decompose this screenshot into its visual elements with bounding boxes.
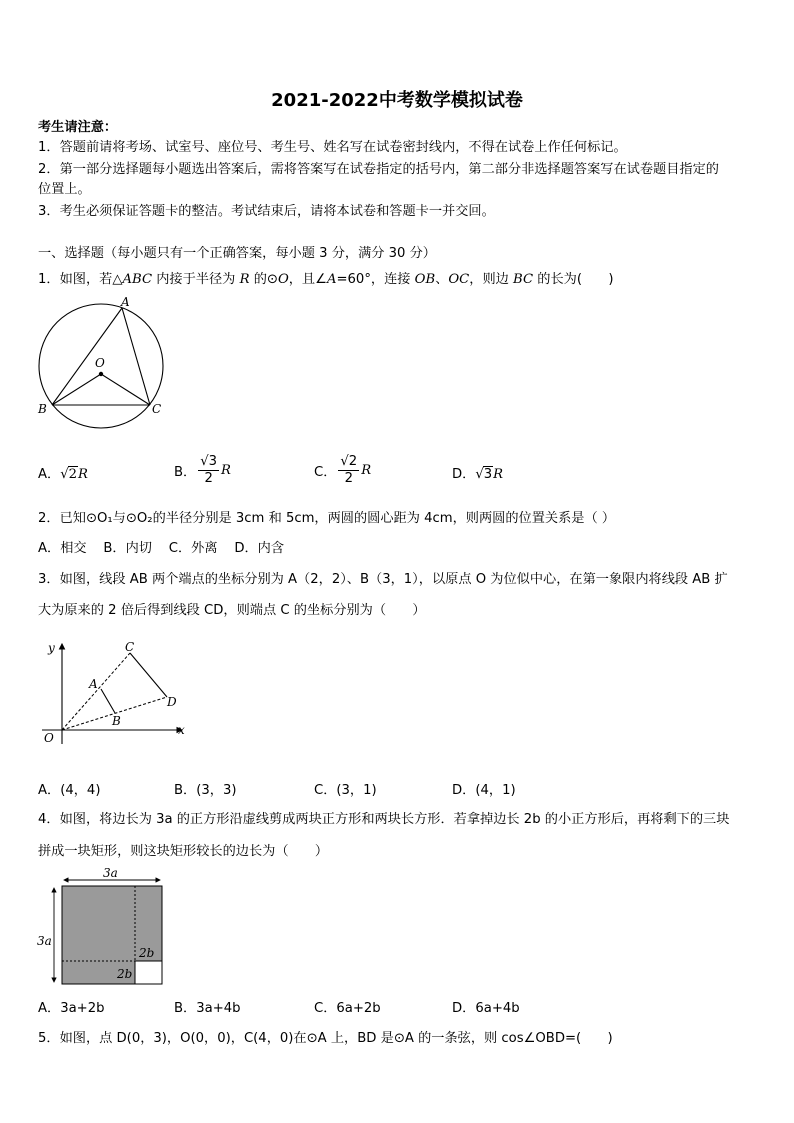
question-2-options [38, 539, 760, 559]
option-a[interactable]: A．3a+2b [38, 1001, 105, 1016]
option-a[interactable]: A．√2R [38, 467, 88, 482]
segment-ob [52, 374, 101, 405]
question-4-figure [34, 864, 174, 988]
question-5-text: 5．如图，点 D(0，3)，O(0，0)，C(4，0)在⊙A 上，BD 是⊙A 的一条弦，则 cos∠OBD=( ) [38, 1031, 613, 1046]
question-2-text: 2．已知⊙O₁与⊙O₂的半径分别是 3cm 和 5cm，两圆的圆心距为 4cm，则两圆的位置关系是（ ） [38, 511, 616, 526]
question-3-figure [34, 636, 194, 748]
notice-heading: 考生请注意： [38, 120, 118, 135]
notice-item: 位置上。 [38, 182, 91, 197]
small-square-removed [135, 961, 162, 984]
page-title: 2021-2022中考数学模拟试卷 [271, 90, 523, 111]
option-c[interactable]: C．外离 [168, 541, 218, 556]
label-o: O [44, 731, 54, 745]
notice-item: 2．第一部分选择题每小题选出答案后，需将答案写在试卷指定的括号内，第二部分非选择题答案写在试卷题目指定的 [38, 162, 719, 177]
option-b[interactable]: B． $\frac{√3}{2}$ R [174, 454, 231, 486]
option-a[interactable]: A．相交 [38, 541, 87, 556]
label-a: A [121, 296, 130, 309]
notice-item: 1．答题前请将考场、试室号、座位号、考生号、姓名写在试卷密封线内，不得在试卷上作任何标记。 [38, 140, 627, 155]
option-d[interactable]: D．内含 [234, 541, 285, 556]
label-b: B [38, 402, 47, 416]
segment-ab [52, 308, 122, 405]
question-3-line-2: 大为原来的 2 倍后得到线段 CD，则端点 C 的坐标分别为（ ） [38, 603, 426, 618]
label-c: C [125, 640, 135, 654]
option-c[interactable]: C． $\frac{√2}{2}$ R [314, 454, 372, 486]
notice-item: 3．考生必须保证答题卡的整洁。考试结束后，请将本试卷和答题卡一并交回。 [38, 204, 495, 219]
question-3-line-1: 3．如图，线段 AB 两个端点的坐标分别为 A（2，2）、B（3，1），以原点 O 为位似中心，在第一象限内将线段 AB 扩 [38, 572, 728, 587]
question-4-line-2: 拼成一块矩形，则这块矩形较长的边长为（ ） [38, 844, 329, 859]
center-point [99, 372, 103, 376]
label-a: A [89, 677, 98, 691]
label-c: C [152, 402, 162, 416]
option-b[interactable]: B．3a+4b [174, 1001, 241, 1016]
option-d[interactable]: D．(4，1) [452, 783, 516, 798]
label-top: 3a [103, 866, 118, 880]
segment-ab [101, 689, 115, 713]
label-x: x [178, 723, 185, 737]
label-left: 3a [37, 934, 52, 948]
option-b[interactable]: B．内切 [103, 541, 152, 556]
label-d: D [167, 695, 177, 709]
question-1-text: 1．如图，若△ABC 内接于半径为 R 的⊙O，且∠A=60°，连接 OB、OC，则边 BC 的长为( ) [38, 272, 614, 287]
label-inner: 2b [139, 946, 155, 960]
option-c[interactable]: C．6a+2b [314, 1001, 381, 1016]
question-1-figure [34, 296, 174, 438]
label-b: B [112, 714, 121, 728]
label-y: y [48, 641, 55, 655]
section-heading: 一、选择题（每小题只有一个正确答案，每小题 3 分，满分 30 分） [38, 246, 436, 261]
segment-cd [130, 653, 167, 697]
question-4-line-1: 4．如图，将边长为 3a 的正方形沿虚线剪成两块正方形和两块长方形．若拿掉边长 2b 的小正方形后，再将剩下的三块 [38, 812, 730, 827]
option-a[interactable]: A．(4，4) [38, 783, 101, 798]
label-bottom: 2b [117, 967, 133, 981]
label-o: O [95, 356, 105, 370]
option-b[interactable]: B．(3，3) [174, 783, 237, 798]
option-c[interactable]: C．(3，1) [314, 783, 377, 798]
option-d[interactable]: D．6a+4b [452, 1001, 520, 1016]
option-d[interactable]: D．√3R [452, 467, 504, 482]
